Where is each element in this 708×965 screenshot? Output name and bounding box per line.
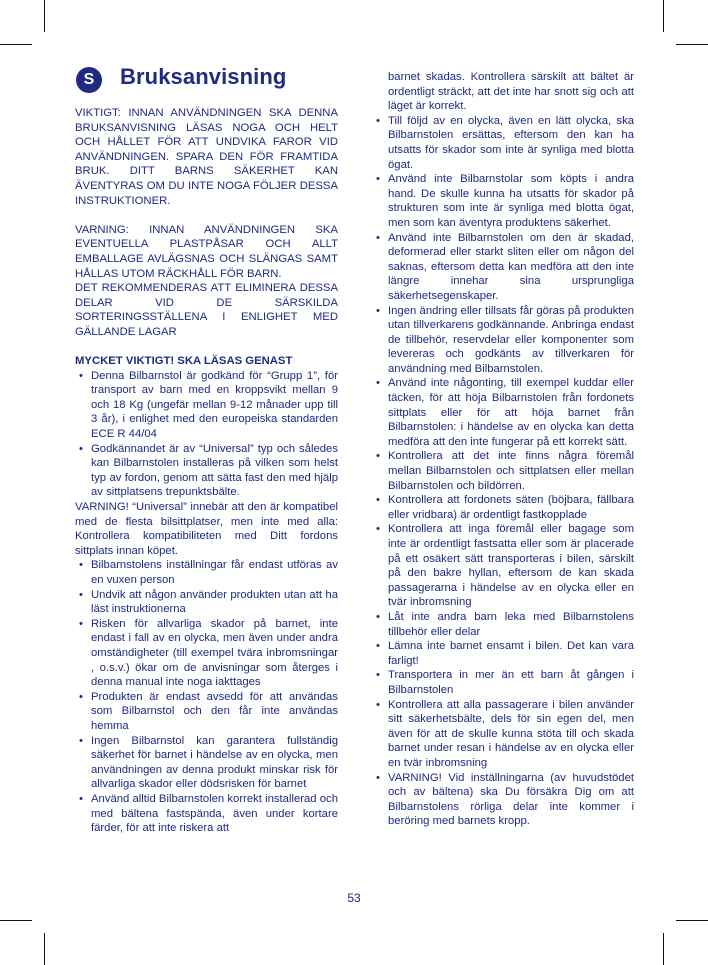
list-item: • Låt inte andra barn leka med Bilbarnstolens tillbehör eller delar	[376, 610, 634, 638]
bullet-list	[75, 558, 338, 835]
bullet-list	[75, 369, 338, 500]
bullet-list	[372, 114, 634, 829]
list-item: • Transportera in mer än ett barn åt gången i Bilbarnstolen	[376, 669, 634, 696]
list-item: • Använd inte Bilbarnstolen om den är skadad, deformerad eller starkt sliten eller om någon del saknas, eftersom detta kan medföra att den inte längre innehar sina ursprungliga säkerhetsegenskaper.	[376, 231, 634, 302]
list-item: • Använd inte Bilbarnstolar som köpts i andra hand. De skulle kunna ha utsatts för skador på strukturen som inte är synliga med blotta ögat, men som kan äventyra produktens säkerhet.	[376, 173, 634, 229]
crop-mark	[44, 0, 45, 32]
language-badge: S	[76, 67, 102, 93]
universal-warning: VARNING! “Universal” innebär att den är kompatibel med de flesta bilsittplatser, men inte med alla: Kontrollera kompatibiliteten med Ditt fordons sittplats innan köpet.	[75, 501, 338, 557]
list-item: • Undvik att någon använder produkten utan att ha läst instruktionerna	[79, 588, 338, 616]
left-column	[75, 106, 338, 836]
list-item: • Kontrollera att fordonets säten (böjbara, fällbara eller vridbara) är ordentligt fastkopplade	[376, 494, 634, 521]
crop-mark	[0, 920, 32, 921]
list-item: • Lämna inte barnet ensamt i bilen. Det kan vara farligt!	[376, 640, 634, 667]
page-number: 53	[347, 891, 361, 905]
warning-paragraph: VARNING: INNAN ANVÄNDNINGEN SKA EVENTUELLA PLASTPÅSAR OCH ALLT EMBALLAGE AVLÄGSNAS OCH SLÄNGAS SAMT HÅLLAS UTOM RÄCKHÅLL FÖR BARN.	[75, 223, 338, 280]
crop-mark	[44, 933, 45, 965]
continued-text: barnet skadas. Kontrollera särskilt att bältet är ordentligt sträckt, att det inte har snott sig och att läget är korrekt.	[388, 71, 634, 113]
right-column	[372, 70, 634, 829]
list-item: • VARNING! Vid inställningarna (av huvudstödet och av bältena) ska Du försäkra Dig om att Bilbarnstolens rörliga delar inte kommer i beröring med barnets kropp.	[376, 771, 634, 828]
section-heading: MYCKET VIKTIGT! SKA LÄSAS GENAST	[75, 355, 293, 368]
list-item: • Kontrollera att det inte finns några föremål mellan Bilbarnstolen och sittplatsen eller mellan Bilbarnstolen och bildörren.	[376, 450, 634, 492]
list-item: • Till följd av en olycka, även en lätt olycka, ska Bilbarnstolen ersättas, eftersom den kan ha utsatts för skador som inte är synliga med blotta ögat.	[376, 114, 634, 171]
list-item: • Godkännandet är av “Universal” typ och således kan Bilbarnstolen installeras på vilken som helst typ av fordon, genom att sätta fast den med hjälp av sittplatsens trepunktsbälte.	[79, 442, 338, 499]
crop-mark	[0, 44, 32, 45]
intro-paragraph: VIKTIGT: INNAN ANVÄNDNINGEN SKA DENNA BRUKSANVISNING LÄSAS NOGA OCH HELT OCH HÅLLET FÖR ATT UNDVIKA FAROR VID ANVÄNDNINGEN. SPARA DEN FÖR FRAMTIDA BRUK. DITT BARNS SÄKERHET KAN ÄVENTYRAS OM DU INTE NOGA FÖLJER DESSA INSTRUKTIONER.	[75, 107, 338, 207]
list-item: • Produkten är endast avsedd för att användas som Bilbarnstol och den får inte användas hemma	[79, 690, 338, 732]
crop-mark	[676, 920, 708, 921]
list-item: • Kontrollera att alla passagerare i bilen använder sitt säkerhetsbälte, dels för sin egen del, men även för att de skulle kunna stöta till och skada barnet under resan i händelse av en olycka eller en tvär inbromsning	[376, 698, 634, 769]
list-item: • Använd inte någonting, till exempel kuddar eller täcken, för att höja Bilbarnstolen från fordonets sittplats eller för att höja barnet från Bilbarnstolen: i händelse av en olycka kan detta medföra att den inte fungerar på ett korrekt sätt.	[376, 377, 634, 448]
crop-mark	[663, 0, 664, 32]
list-item: • Kontrollera att inga föremål eller bagage som inte är ordentligt fastsatta eller som är placerade på ett osäkert sätt transporteras i bilen, särskilt på den bakre hyllan, eftersom de kan skada passagerarna i händelse av en olycka eller en tvär inbromsning	[376, 523, 634, 609]
list-item: • Ingen Bilbarnstol kan garantera fullständig säkerhet för barnet i händelse av en olycka, men användningen av denna produkt minskar risk för allvarliga skador eller dödsrisken för barnet	[79, 734, 338, 791]
list-item: • Bilbarnstolens inställningar får endast utföras av en vuxen person	[79, 559, 338, 586]
list-item: • Använd alltid Bilbarnstolen korrekt installerad och med bältena fastspända, även under kortare färder, för att inte riskera att	[79, 792, 338, 835]
list-item: • Risken för allvarliga skador på barnet, inte endast i fall av en olycka, men även under andra omständigheter (till exempel tvära inbromsningar , o.s.v.) ökar om de anvisningar som återges i denna manual inte noga iakttages	[79, 617, 338, 689]
crop-mark	[676, 44, 708, 45]
crop-mark	[663, 933, 664, 965]
page-title: Bruksanvisning	[120, 64, 287, 89]
disposal-paragraph: DET REKOMMENDERAS ATT ELIMINERA DESSA DELAR VID DE SÄRSKILDA SORTERINGSSTÄLLENA I ENLIGHET MED GÄLLANDE LAGAR	[75, 282, 338, 338]
list-item: • Ingen ändring eller tillsats får göras på produkten utan tillverkarens godkännande. Anbringa endast de tillbehör, reservdelar eller komponenter som levereras och godkänts av tillverkaren för användning med Bilbarnstolen.	[376, 304, 634, 375]
list-item: • Denna Bilbarnstol är godkänd för “Grupp 1”, för transport av barn med en kroppsvikt mellan 9 och 18 Kg (ungefär mellan 9-12 månader upp till 3 år), i enlighet med den europeiska standarden ECE R 44/04	[79, 369, 338, 441]
